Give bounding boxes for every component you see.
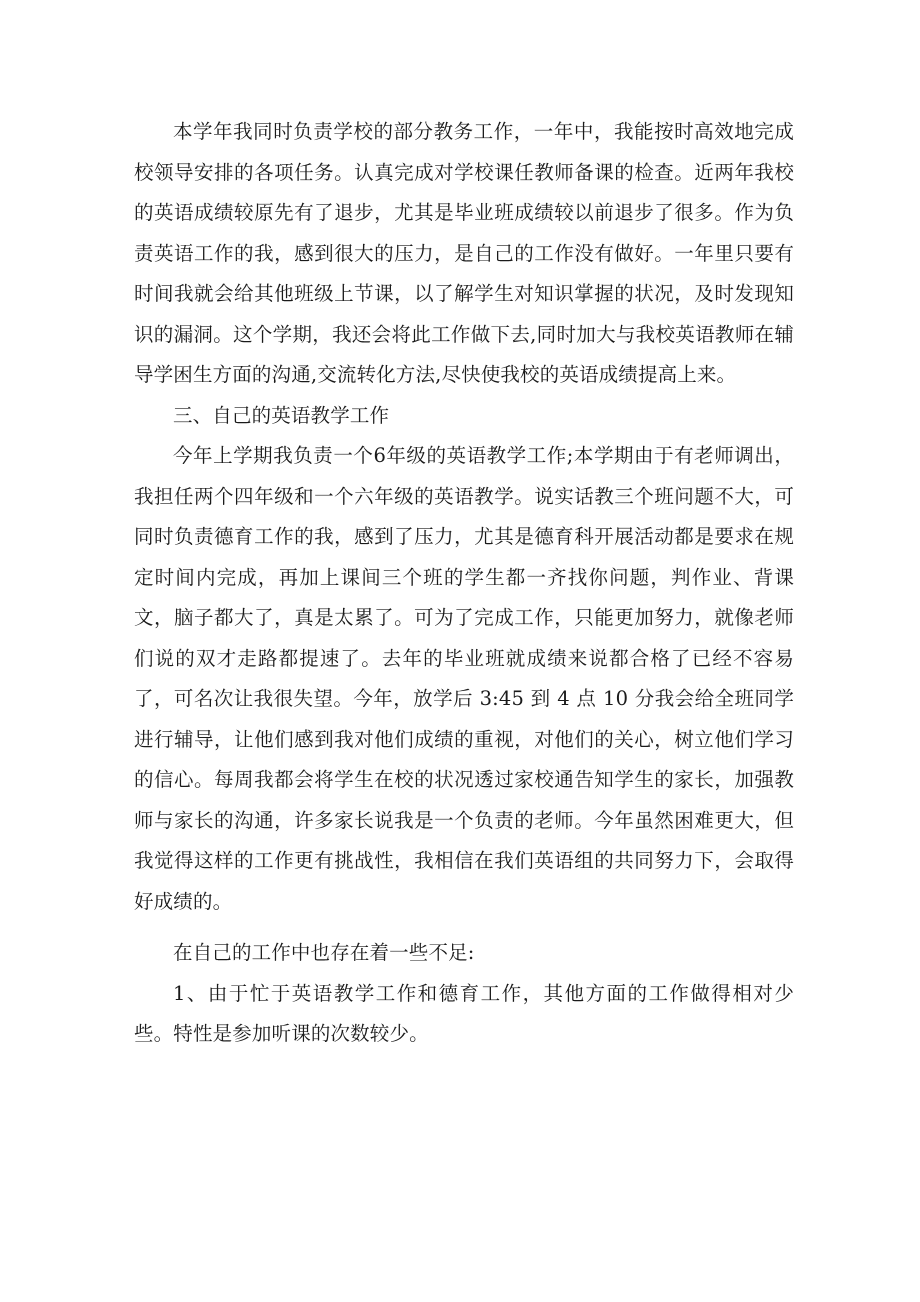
paragraph-shortcomings-intro: 在自己的工作中也存在着一些不足: — [173, 941, 475, 964]
paragraph-shortcoming-1: 1、由于忙于英语教学工作和德育工作，其他方面的工作做得相对少些。特性是参加听课的次数较少。 — [134, 981, 794, 1045]
document-body — [134, 112, 794, 1055]
paragraph-english-teaching: 今年上学期我负责一个6年级的英语教学工作;本学期由于有老师调出，我担任两个四年级和一个六年级的英语教学。说实话教三个班问题不大，可同时负责德育工作的我，感到了压力，尤其是德育科开展活动都是要求在规定时间内完成，再加上课间三个班的学生都一齐找你问题，判作业、背课文，脑子都大了，真是太累了。可为了完成工作，只能更加努力，就像老师们说的双才走路都提速了。去年的毕业班就成绩来说都合格了已经不容易了，可名次让我很失望。今年，放学后 3:45 到 4 点 10 分我会给全班同学进行辅导，让他们感到我对他们成绩的重视，对他们的关心，树立他们学习的信心。每周我都会将学生在校的状况透过家校通告知学生的家长，加强教师与家长的沟通，许多家长说我是一个负责的老师。今年虽然困难更大，但我觉得这样的工作更有挑战性，我相信在我们英语组的共同努力下，会取得好成绩的。 — [134, 444, 794, 913]
section-heading-english-teaching: 三、自己的英语教学工作 — [173, 403, 390, 427]
paragraph-academic-affairs: 本学年我同时负责学校的部分教务工作，一年中，我能按时高效地完成校领导安排的各项任务。认真完成对学校课任教师备课的检查。近两年我校的英语成绩较原先有了退步，尤其是毕业班成绩较以前退步了很多。作为负责英语工作的我，感到很大的压力，是自己的工作没有做好。一年里只要有时间我就会给其他班级上节课，以了解学生对知识掌握的状况，及时发现知识的漏洞。这个学期，我还会将此工作做下去,同时加大与我校英语教师在辅导学困生方面的沟通,交流转化方法,尽快使我校的英语成绩提高上来。 — [134, 120, 794, 386]
